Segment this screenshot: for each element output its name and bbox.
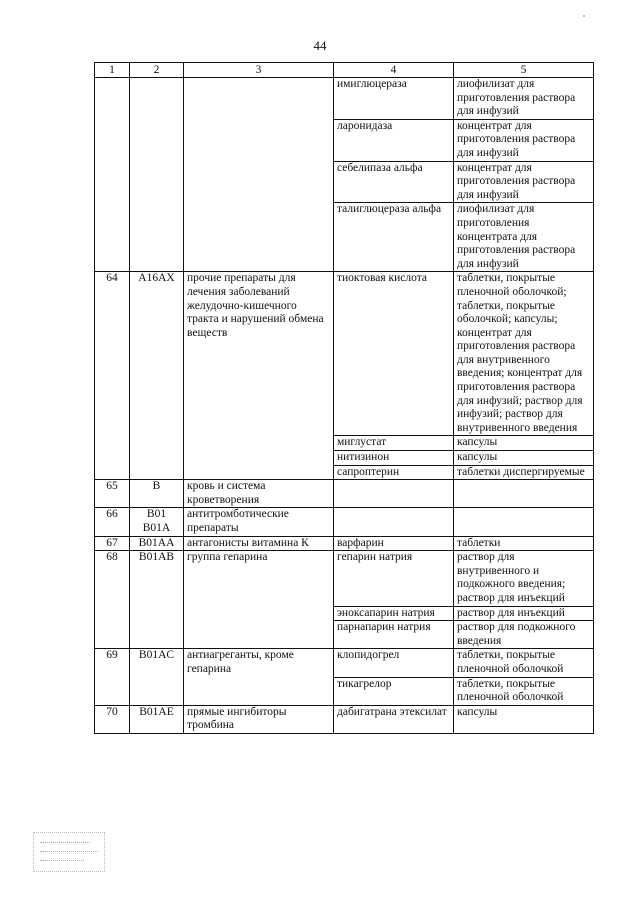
page-number: 44	[313, 38, 327, 53]
drug-name: клопидогрел	[334, 649, 454, 677]
group-name: прочие препараты для лечения заболеваний желудочно-кишечного тракта и нарушений обмена веществ	[184, 272, 334, 480]
dosage-form: раствор для подкожного введения	[454, 621, 594, 649]
table-row	[95, 536, 594, 551]
stamp-mark	[33, 832, 105, 872]
atc-code: B01AC	[130, 649, 184, 705]
drug-name: гепарин натрия	[334, 551, 454, 606]
table-row	[95, 649, 594, 677]
header-col-2: 2	[130, 63, 184, 78]
dosage-form: капсулы	[454, 451, 594, 466]
atc-code: B	[130, 480, 184, 508]
dosage-form: таблетки, покрытые пленочной оболочкой; таблетки, покрытые оболочкой; капсулы; концентрат для приготовления раствора для внутривенного введения; концентрат для приготовления раствора для инфузий; раствор для инфузий; раствор для внутривенного введения	[454, 272, 594, 436]
group-name: прямые ингибиторы тромбина	[184, 705, 334, 733]
row-number: 65	[95, 480, 130, 508]
atc-code: B01 B01A	[130, 508, 184, 536]
dosage-form: таблетки, покрытые пленочной оболочкой	[454, 677, 594, 705]
row-number: 67	[95, 536, 130, 551]
drug-name: нитизинон	[334, 451, 454, 466]
drug-name: дабигатрана этексилат	[334, 705, 454, 733]
dosage-form: таблетки, покрытые пленочной оболочкой	[454, 649, 594, 677]
table-row	[95, 480, 594, 508]
atc-code: B01AB	[130, 551, 184, 649]
scan-dot	[583, 15, 585, 17]
dosage-form: концентрат для приготовления раствора для инфузий	[454, 119, 594, 161]
header-col-4: 4	[334, 63, 454, 78]
row-number: 68	[95, 551, 130, 649]
table-row	[95, 705, 594, 733]
dosage-form: раствор для внутривенного и подкожного введения; раствор для инъекций	[454, 551, 594, 606]
row-number	[95, 78, 130, 272]
dosage-form: концентрат для приготовления раствора для инфузий	[454, 161, 594, 203]
drug-name: сапроптерин	[334, 465, 454, 480]
row-number: 69	[95, 649, 130, 705]
drug-name: варфарин	[334, 536, 454, 551]
dosage-form: капсулы	[454, 436, 594, 451]
group-name: группа гепарина	[184, 551, 334, 649]
row-number: 64	[95, 272, 130, 480]
table-header	[95, 63, 594, 78]
row-number: 70	[95, 705, 130, 733]
table-row	[95, 508, 594, 536]
row-number: 66	[95, 508, 130, 536]
header-col-5: 5	[454, 63, 594, 78]
drug-name: талиглюцераза альфа	[334, 203, 454, 272]
dosage-form: раствор для инъекций	[454, 606, 594, 621]
atc-code: B01AE	[130, 705, 184, 733]
drug-name: миглустат	[334, 436, 454, 451]
drug-name: имиглюцераза	[334, 78, 454, 120]
atc-code: B01AA	[130, 536, 184, 551]
table-body	[95, 78, 594, 734]
dosage-form: таблетки диспергируемые	[454, 465, 594, 480]
group-name: антагонисты витамина К	[184, 536, 334, 551]
drug-name: парнапарин натрия	[334, 621, 454, 649]
table-row	[95, 272, 594, 436]
drug-table	[94, 62, 594, 734]
drug-name: эноксапарин натрия	[334, 606, 454, 621]
drug-name: ларонидаза	[334, 119, 454, 161]
drug-name: себелипаза альфа	[334, 161, 454, 203]
header-col-3: 3	[184, 63, 334, 78]
drug-name: тиоктовая кислота	[334, 272, 454, 436]
group-name: антитромботические препараты	[184, 508, 334, 536]
drug-name: тикагрелор	[334, 677, 454, 705]
table-row	[95, 551, 594, 606]
group-name: кровь и система кроветворения	[184, 480, 334, 508]
dosage-form	[454, 480, 594, 508]
drug-name	[334, 508, 454, 536]
group-name	[184, 78, 334, 272]
drug-name	[334, 480, 454, 508]
dosage-form: капсулы	[454, 705, 594, 733]
dosage-form: лиофилизат для приготовления раствора для инфузий	[454, 78, 594, 120]
dosage-form: лиофилизат для приготовления концентрата для приготовления раствора для инфузий	[454, 203, 594, 272]
group-name: антиагреганты, кроме гепарина	[184, 649, 334, 705]
dosage-form	[454, 508, 594, 536]
atc-code	[130, 78, 184, 272]
table-row	[95, 78, 594, 120]
atc-code: A16AX	[130, 272, 184, 480]
header-col-1: 1	[95, 63, 130, 78]
dosage-form: таблетки	[454, 536, 594, 551]
